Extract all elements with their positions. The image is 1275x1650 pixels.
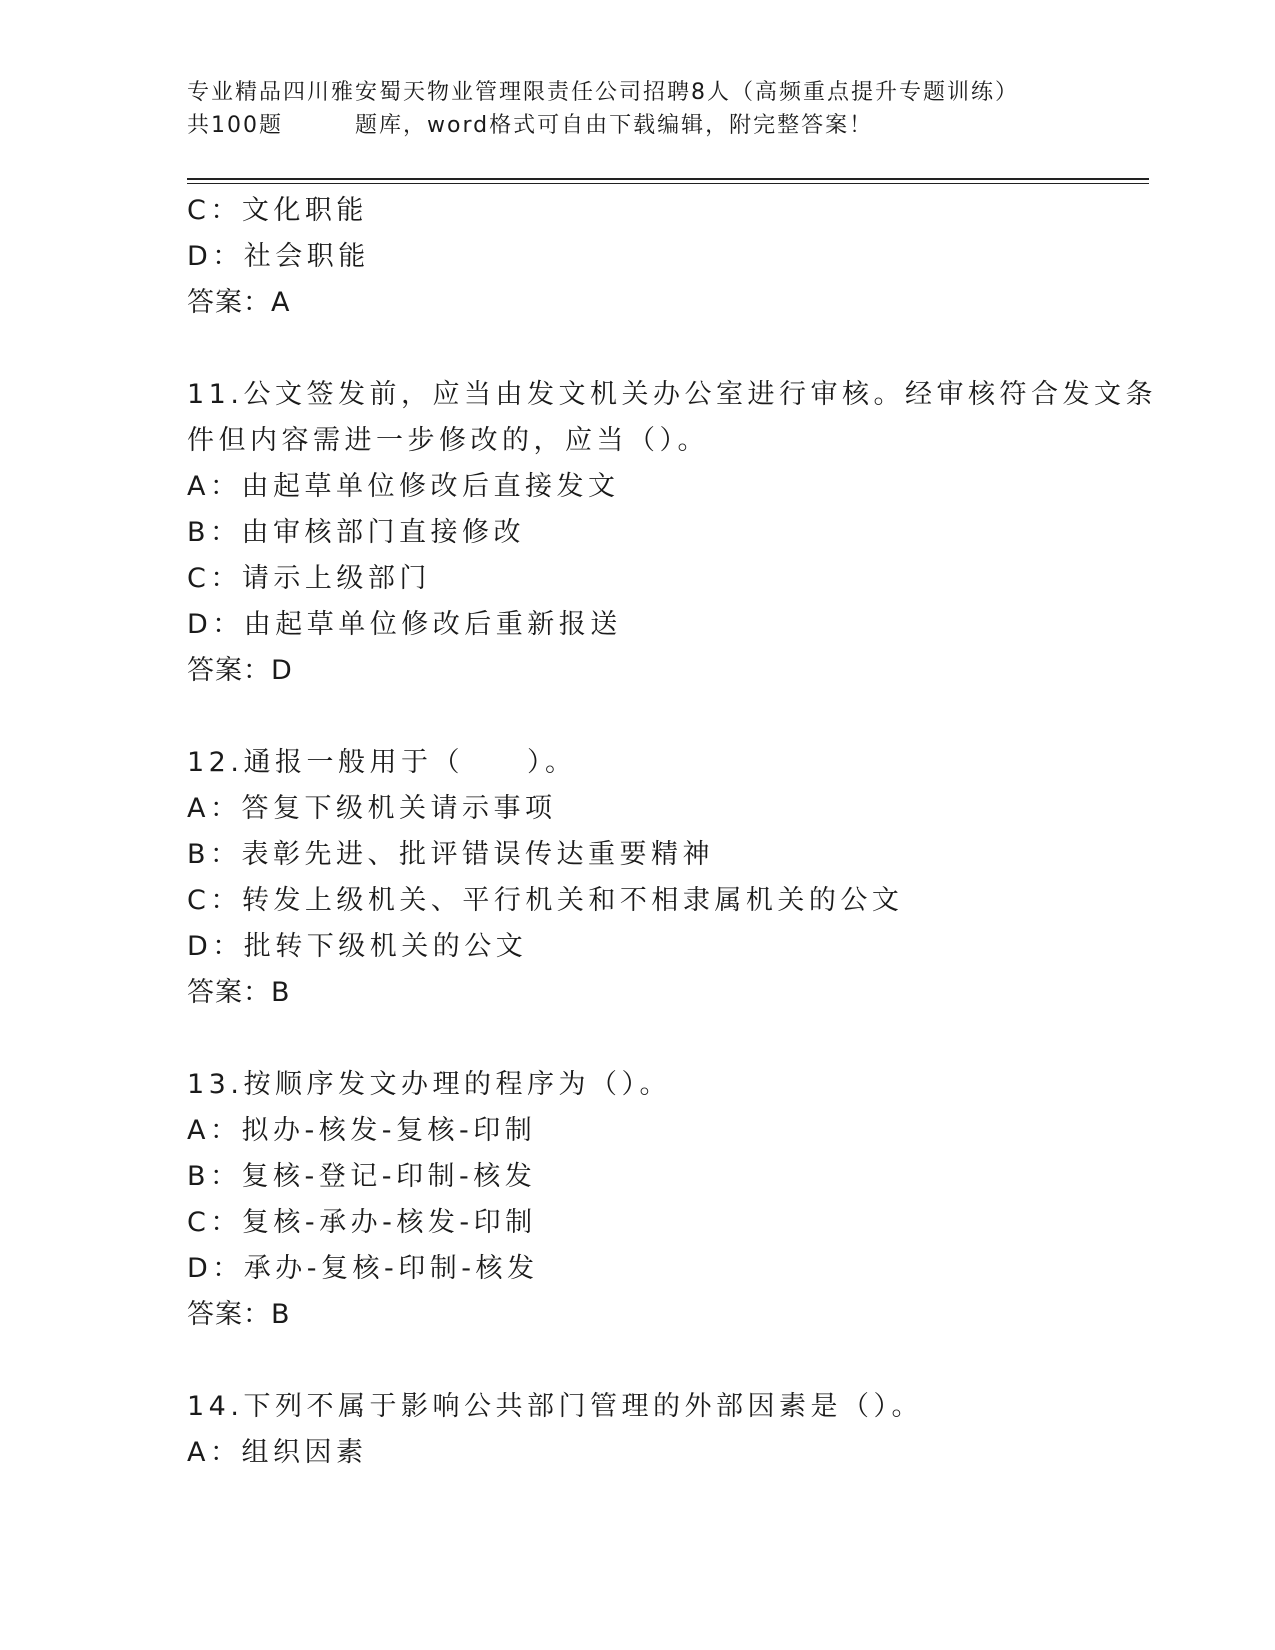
question-stem: 11.公文签发前，应当由发文机关办公室进行审核。经审核符合发文条 (187, 379, 1157, 410)
option-d: D：承办-复核-印制-核发 (187, 1253, 539, 1284)
header-description: 题库，word格式可自由下载编辑，附完整答案！ (355, 113, 874, 138)
question-block-13 (187, 1062, 1107, 1338)
option-a: A：由起草单位修改后直接发文 (187, 471, 620, 502)
option-a: A：拟办-核发-复核-印制 (187, 1115, 537, 1146)
question-stem: 12.通报一般用于（ ）。 (187, 747, 577, 778)
question-block-14 (187, 1384, 1107, 1476)
answer-line: 答案：B (187, 1299, 291, 1330)
question-stem: 13.按顺序发文办理的程序为（）。 (187, 1069, 671, 1100)
question-block-11 (187, 372, 1157, 694)
option-c: C：转发上级机关、平行机关和不相隶属机关的公文 (187, 885, 904, 916)
option-c: C：复核-承办-核发-印制 (187, 1207, 537, 1238)
option-d: D：批转下级机关的公文 (187, 931, 528, 962)
option-a: A：组织因素 (187, 1437, 368, 1468)
question-stem: 14.下列不属于影响公共部门管理的外部因素是（）。 (187, 1391, 923, 1422)
question-block-12 (187, 740, 1107, 1016)
header-count: 共100题 (187, 113, 283, 138)
header-divider-thin (187, 183, 1149, 184)
header-subtitle-line (187, 109, 1147, 142)
header-title-line: 专业精品四川雅安蜀天物业管理限责任公司招聘8人（高频重点提升专题训练） (187, 80, 1019, 105)
document-header (187, 76, 1147, 142)
answer-line: 答案：A (187, 287, 291, 318)
question-list (187, 188, 1157, 1476)
question-stem-continued: 件但内容需进一步修改的，应当（）。 (187, 425, 709, 456)
option-b: B：复核-登记-印制-核发 (187, 1161, 537, 1192)
option-c: C：请示上级部门 (187, 563, 431, 594)
header-divider-thick (187, 178, 1149, 180)
option-d: D：由起草单位修改后重新报送 (187, 609, 622, 640)
option-b: B：表彰先进、批评错误传达重要精神 (187, 839, 715, 870)
question-block-prev (187, 188, 1107, 326)
option-a: A：答复下级机关请示事项 (187, 793, 557, 824)
answer-line: 答案：D (187, 655, 293, 686)
option-b: B：由审核部门直接修改 (187, 517, 526, 548)
option-c: C：文化职能 (187, 195, 368, 226)
option-d: D：社会职能 (187, 241, 370, 272)
answer-line: 答案：B (187, 977, 291, 1008)
